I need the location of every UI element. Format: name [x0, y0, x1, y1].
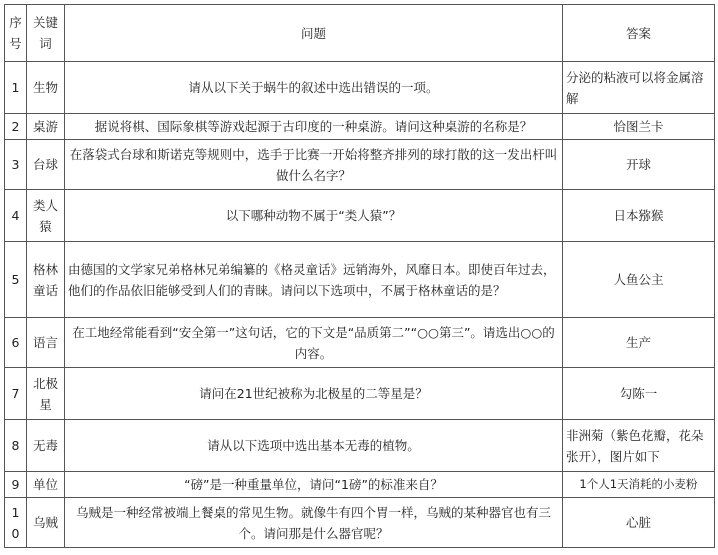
qa-table	[4, 4, 715, 548]
table-row	[5, 242, 715, 318]
row-question: “磅”是一种重量单位，请问“1磅”的标准来自？	[65, 472, 563, 498]
row-question: 请问在21世纪被称为北极星的二等星是？	[65, 368, 563, 420]
row-num: 5	[5, 242, 27, 318]
table-row	[5, 114, 715, 140]
header-answer: 答案	[563, 5, 715, 62]
row-answer: 勾陈一	[563, 368, 715, 420]
row-keyword: 台球	[27, 140, 65, 190]
row-question: 由德国的文学家兄弟格林兄弟编纂的《格灵童话》远销海外，风靡日本。即使百年过去，他们的作品依旧能够受到人们的青睐。请问以下选项中，不属于格林童话的是？	[65, 242, 563, 318]
row-num: 3	[5, 140, 27, 190]
row-keyword: 单位	[27, 472, 65, 498]
row-answer: 分泌的粘液可以将金属溶解	[563, 62, 715, 114]
row-num: 2	[5, 114, 27, 140]
row-num: 10	[5, 498, 27, 548]
row-keyword: 生物	[27, 62, 65, 114]
row-num: 1	[5, 62, 27, 114]
table-row	[5, 62, 715, 114]
table-row	[5, 318, 715, 368]
table-row	[5, 420, 715, 472]
table-row	[5, 472, 715, 498]
row-question: 请从以下选项中选出基本无毒的植物。	[65, 420, 563, 472]
row-question: 以下哪种动物不属于“类人猿”？	[65, 190, 563, 242]
row-answer: 人鱼公主	[563, 242, 715, 318]
row-num: 9	[5, 472, 27, 498]
row-answer: 非洲菊（紫色花瓣，花朵张开），图片如下	[563, 420, 715, 472]
row-question: 请从以下关于蜗牛的叙述中选出错误的一项。	[65, 62, 563, 114]
row-answer: 恰图兰卡	[563, 114, 715, 140]
row-question: 乌贼是一种经常被端上餐桌的常见生物。就像牛有四个胃一样，乌贼的某种器官也有三个。请问那是什么器官呢？	[65, 498, 563, 548]
table-row	[5, 190, 715, 242]
table-row	[5, 368, 715, 420]
row-answer: 开球	[563, 140, 715, 190]
row-num: 7	[5, 368, 27, 420]
row-keyword: 无毒	[27, 420, 65, 472]
row-question: 在落袋式台球和斯诺克等规则中，选手于比赛一开始将整齐排列的球打散的这一发出杆叫做什么名字？	[65, 140, 563, 190]
row-question: 在工地经常能看到“安全第一”这句话，它的下文是“品质第二”“○○第三”。请选出○○的内容。	[65, 318, 563, 368]
header-num: 序号	[5, 5, 27, 62]
header-keyword: 关键词	[27, 5, 65, 62]
row-keyword: 桌游	[27, 114, 65, 140]
row-num: 6	[5, 318, 27, 368]
row-keyword: 乌贼	[27, 498, 65, 548]
row-question: 据说将棋、国际象棋等游戏起源于古印度的一种桌游。请问这种桌游的名称是？	[65, 114, 563, 140]
table-row	[5, 140, 715, 190]
table-header-row	[5, 5, 715, 62]
row-keyword: 语言	[27, 318, 65, 368]
row-keyword: 北极星	[27, 368, 65, 420]
table-row	[5, 498, 715, 548]
row-answer: 生产	[563, 318, 715, 368]
header-question: 问题	[65, 5, 563, 62]
row-num: 8	[5, 420, 27, 472]
row-answer: 1个人1天消耗的小麦粉	[563, 472, 715, 498]
row-answer: 心脏	[563, 498, 715, 548]
row-keyword: 格林童话	[27, 242, 65, 318]
row-num: 4	[5, 190, 27, 242]
row-keyword: 类人猿	[27, 190, 65, 242]
row-answer: 日本猕猴	[563, 190, 715, 242]
